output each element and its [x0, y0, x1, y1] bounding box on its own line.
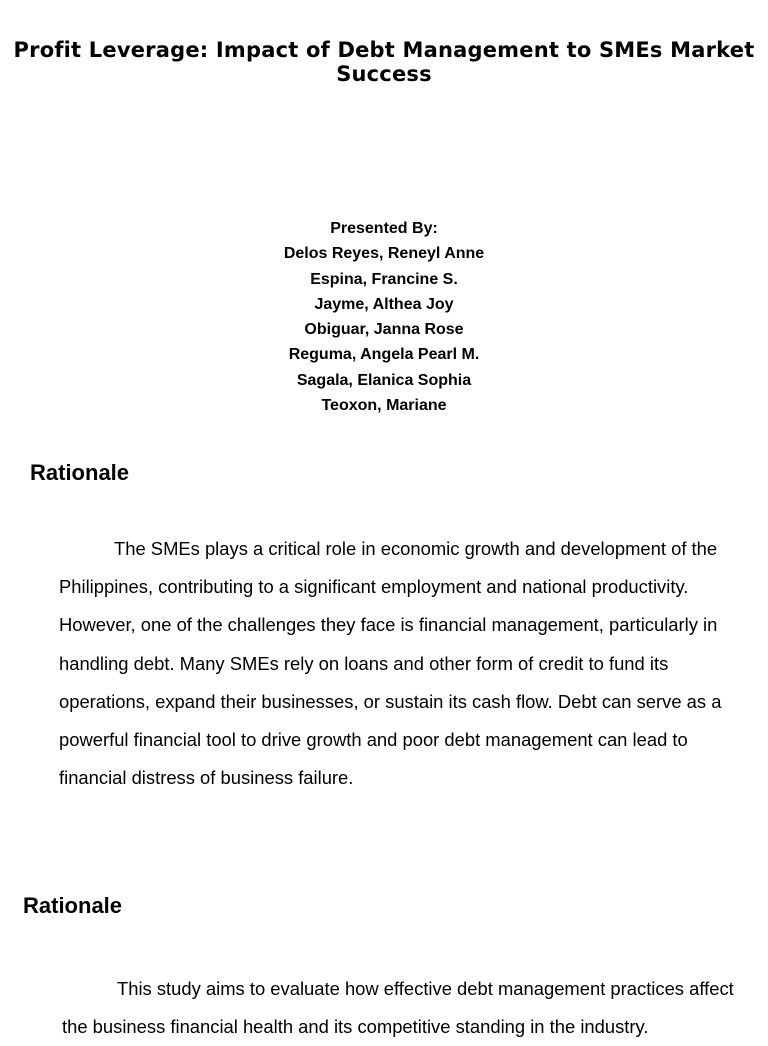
- presenter-name: Obiguar, Janna Rose: [304, 321, 464, 339]
- rationale-paragraph-2: This study aims to evaluate how effective debt management practices affect the business financial health and its competitive standing in the industry.: [62, 978, 734, 1038]
- presenters-list: [0, 216, 768, 418]
- section-heading-rationale-2: Rationale: [23, 893, 123, 918]
- presenter-name: Espina, Francine S.: [310, 270, 458, 288]
- document-title: Profit Leverage: Impact of Debt Management to SMEs Market Success: [13, 38, 755, 86]
- presenter-name: Delos Reyes, Reneyl Anne: [283, 245, 485, 263]
- rationale-paragraph: The SMEs plays a critical role in economic growth and development of the Philippines, contributing to a significant employment and national productivity. However, one of the challenges they face is financial management, particularly in handling debt. Many SMEs rely on loans and other form of credit to fund its operations, expand their businesses, or sustain its cash flow. Debt can serve as a powerful financial tool to drive growth and poor debt management can lead to financial distress of business failure.: [59, 538, 722, 789]
- presenter-name: Teoxon, Mariane: [321, 397, 447, 415]
- section-heading-rationale: Rationale: [30, 460, 130, 485]
- presenter-name: Reguma, Angela Pearl M.: [288, 346, 480, 364]
- presenter-name: Sagala, Elanica Sophia: [296, 371, 472, 389]
- presenter-name: Jayme, Althea Joy: [314, 295, 454, 313]
- presenters-label: Presented By:: [330, 220, 438, 237]
